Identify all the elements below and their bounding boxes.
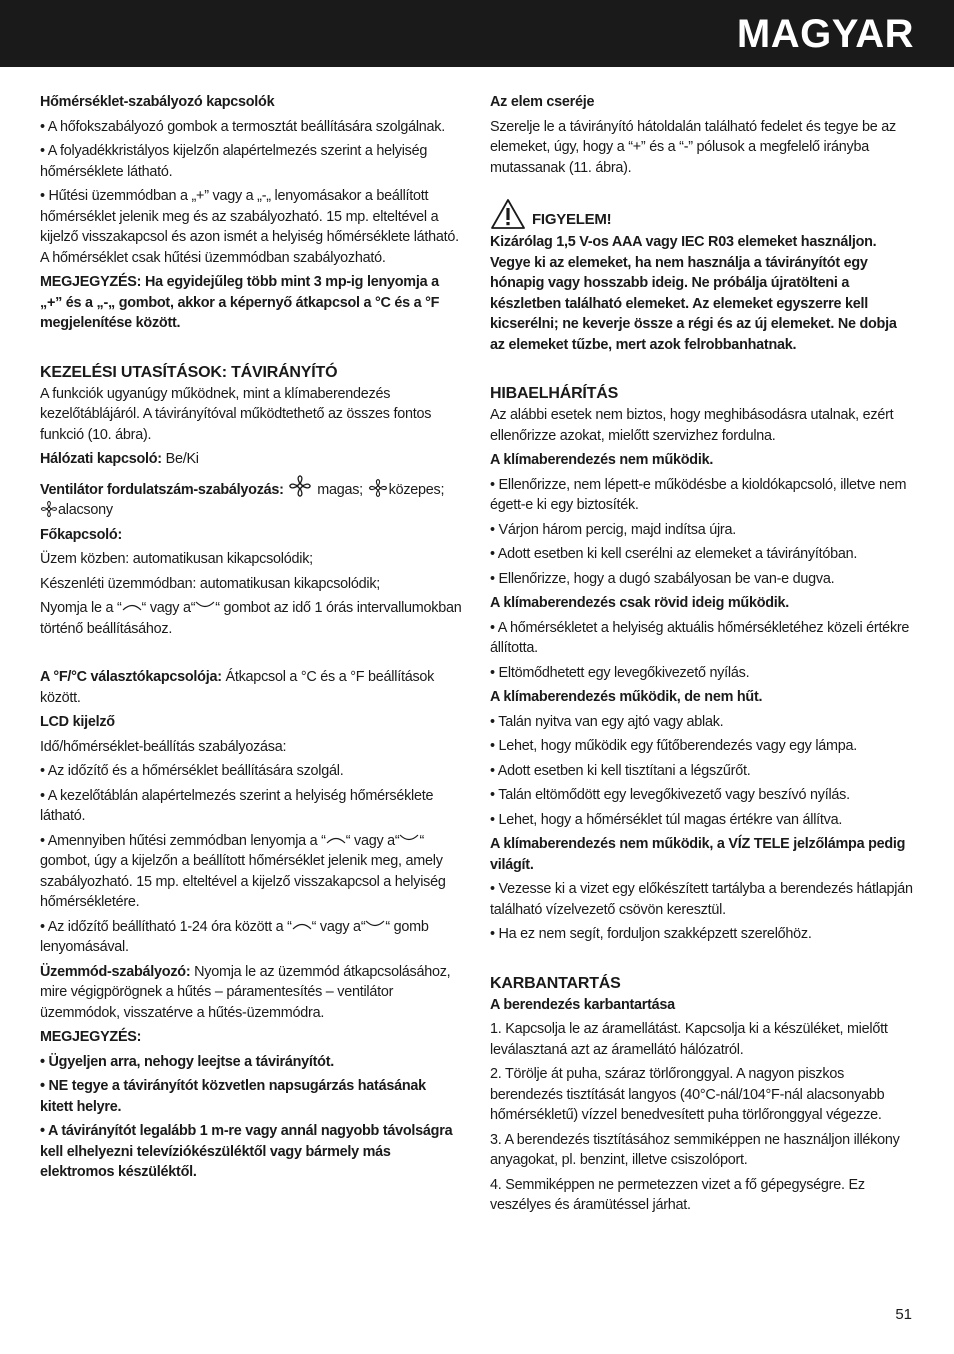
lcd-bullet-3: [40, 831, 462, 913]
fc-selector-line: [40, 667, 462, 708]
fan-low-icon: [40, 500, 58, 518]
lcd-b4-text-b: “ vagy a“: [311, 918, 366, 935]
lcd-bullet-1: • Az időzítő és a hőmérséklet beállítására szolgál.: [40, 763, 344, 779]
temp-note: MEGJEGYZÉS: Ha egyidejűleg több mint 3 mp-ig lenyomja a „+” és a „-„ gombot, akkor a képernyő átkapcsol a °C és a °F megjelenítése között.: [40, 274, 440, 331]
lcd-heading: LCD kijelző: [40, 714, 115, 730]
fc-selector-value: Átkapcsol a °C és a °F beállítások között.: [40, 669, 435, 706]
lcd-bullet-4: [40, 917, 462, 958]
fan-low-text: alacsony: [58, 502, 113, 518]
note-heading: MEGJEGYZÉS:: [40, 1029, 142, 1045]
down-arrow-icon: [399, 834, 419, 844]
language-title: MAGYAR: [736, 12, 914, 56]
temp-bullet-1: • A hőfokszabályozó gombok a termosztát beállítására szolgálnak.: [40, 118, 446, 135]
t2-heading: A klímaberendezés csak rövid ideig működik.: [490, 595, 790, 611]
up-arrow-icon: [326, 834, 346, 844]
t3-heading: A klímaberendezés működik, de nem hűt.: [490, 689, 763, 705]
maintenance-step-1: 1. Kapcsolja le az áramellátást. Kapcsolja ki a készüléket, mielőtt leválasztaná azt az áramellátó hálózatról.: [490, 1021, 888, 1058]
warning-triangle-icon: [490, 198, 526, 230]
lcd-b3-text-c: “ gombot, úgy a kijelzőn a beállított hőmérséklet jelenik meg, amely szabályozható. 15 mp. elteltével a kijelző visszakapcsol a helyiség hőmérsékletére.: [40, 832, 446, 910]
up-arrow-icon: [122, 601, 142, 611]
note-2: • NE tegye a távirányítót közvetlen napsugárzás hatásának kitett helyre.: [40, 1078, 426, 1115]
t3-bullet-3: • Adott esetben ki kell tisztítani a légszűrőt.: [490, 762, 751, 779]
maintenance-step-3: 3. A berendezés tisztításához semmiképpen ne használjon illékony anyagokat, pl. benzint, illetve csiszolóport.: [490, 1131, 900, 1168]
t1-bullet-4: • Ellenőrizze, hogy a dugó szabályosan be van-e dugva.: [490, 570, 835, 587]
battery-heading: Az elem cseréje: [490, 94, 595, 110]
warning-row: [490, 198, 914, 230]
main-switch-running: Üzem közben: automatikusan kikapcsolódik;: [40, 551, 313, 567]
maintenance-heading: KARBANTARTÁS: [490, 974, 621, 992]
troubleshooting-heading: HIBAELHÁRÍTÁS: [490, 385, 619, 402]
maintenance-step-4: 4. Semmiképpen ne permetezzen vizet a fő gépegységre. Ez veszélyes és áramütéssel járhat.: [490, 1176, 865, 1213]
lcd-bullet-2: • A kezelőtáblán alapértelmezés szerint a helyiség hőmérséklete látható.: [40, 787, 434, 824]
t1-bullet-1: • Ellenőrizze, nem lépett-e működésbe a kioldókapcsoló, illetve nem égett-e ki egy biztosíték.: [490, 476, 907, 513]
main-switch-label: Főkapcsoló:: [40, 526, 123, 543]
timer-text-a: Nyomja le a “: [40, 600, 122, 616]
maintenance-subheading: A berendezés karbantartása: [490, 996, 675, 1013]
fc-selector-label: A °F/°C választókapcsolója:: [40, 669, 222, 685]
timer-instruction: [40, 598, 462, 639]
timer-text-c: “ gombot az idő 1 órás intervallumokban történő beállításához.: [40, 600, 462, 637]
mode-selector-value: Nyomja le az üzemmód átkapcsolásához, mire végigpörögnek a hűtés – páramentesítés – ventilátor üzemmódok, visszatérve a hűtés-üzemmódra.: [40, 963, 451, 1021]
main-switch-standby: Készenléti üzemmódban: automatikusan kikapcsolódik;: [40, 575, 381, 592]
temp-switches-heading: Hőmérséklet-szabályozó kapcsolók: [40, 94, 275, 110]
fan-high-text: magas;: [317, 481, 363, 498]
note-3: • A távirányítót legalább 1 m-re vagy annál nagyobb távolságra kell elhelyezni televíziókészüléktől vagy bármely más elektromos készüléktől.: [40, 1123, 453, 1180]
t4-bullet-1: • Vezesse ki a vizet egy előkészített tartályba a berendezés hátlapján található vízelvezető csövön keresztül.: [490, 881, 913, 918]
power-switch-value: Be/Ki: [161, 451, 199, 467]
t4-heading: A klímaberendezés nem működik, a VÍZ TELE jelzőlámpa pedig világít.: [490, 836, 906, 873]
battery-text: Szerelje le a távirányító hátoldalán található fedelet és tegye be az elemeket, úgy, hogy a “+” és a “-” pólusok a megfelelő irányba mutassanak (11. ábra).: [490, 118, 896, 176]
down-arrow-icon: [365, 920, 385, 930]
lcd-b3-text-a: • Amennyiben hűtési zemmódban lenyomja a “: [40, 832, 326, 849]
lcd-b4-text-a: • Az időzítő beállítható 1-24 óra között a “: [40, 918, 292, 935]
fan-medium-icon: [367, 478, 389, 498]
temp-bullet-2: • A folyadékkristályos kijelzőn alapértelmezés szerint a helyiség hőmérséklete látható.: [40, 143, 428, 180]
t3-bullet-4: • Talán eltömődött egy levegőkivezető vagy beszívó nyílás.: [490, 787, 850, 803]
mode-selector-label: Üzemmód-szabályozó:: [40, 963, 191, 980]
fan-speed-line: [40, 474, 462, 521]
lcd-b4-text-c: “ gomb lenyomásával.: [40, 918, 429, 955]
lcd-b3-text-b: “ vagy a“: [345, 832, 400, 849]
temp-bullet-3: • Hűtési üzemmódban a „+” vagy a „-„ lenyomásakor a beállított hőmérséklet jelenik meg és az szabályozható. 15 mp. elteltével a kijelző visszakapcsol és azon ismét a helyiség hőmérséklete látható. A hőmérséklet csak hűtési üzemmódban szabályozható.: [40, 188, 459, 266]
remote-intro: A funkciók ugyanúgy működnek, mint a klímaberendezés kezelőtáblájáról. A távirányítóval működtethető az összes fontos funkció (10. ábra).: [40, 385, 432, 443]
power-switch-line: [40, 449, 462, 470]
troubleshooting-intro: Az alábbi esetek nem biztos, hogy meghibásodásra utalnak, ezért ellenőrizze azokat, mielőtt szervizhez fordulna.: [490, 407, 894, 444]
t2-bullet-2: • Eltömődhetett egy levegőkivezető nyílás.: [490, 664, 750, 681]
fan-high-icon: [287, 474, 313, 498]
t4-bullet-2: • Ha ez nem segít, forduljon szakképzett szerelőhöz.: [490, 926, 812, 942]
up-arrow-icon: [292, 920, 312, 930]
lcd-subheading: Idő/hőmérséklet-beállítás szabályozása:: [40, 738, 287, 755]
t3-bullet-2: • Lehet, hogy működik egy fűtőberendezés vagy egy lámpa.: [490, 738, 858, 754]
fan-medium-text: közepes;: [388, 481, 445, 498]
remote-control-heading: KEZELÉSI UTASÍTÁSOK: TÁVIRÁNYÍTÓ: [40, 363, 338, 381]
t3-bullet-1: • Talán nyitva van egy ajtó vagy ablak.: [490, 713, 724, 730]
t2-bullet-1: • A hőmérsékletet a helyiség aktuális hőmérsékletéhez közeli értékre állította.: [490, 619, 910, 656]
page-header: [0, 0, 954, 67]
power-switch-label: Hálózati kapcsoló:: [40, 451, 162, 467]
right-column: [490, 92, 914, 1220]
maintenance-step-2: 2. Törölje át puha, száraz törlőronggyal. A nagyon piszkos berendezés tisztítását langyos (40°C-nál/104°F-nál alacsonyabb hőmérsékletű) vízzel benedvesített puha törlőronggyal végezze.: [490, 1066, 885, 1123]
timer-text-b: “ vagy a“: [141, 600, 196, 616]
note-1: • Ügyeljen arra, nehogy leejtse a távirányítót.: [40, 1053, 335, 1070]
fan-speed-label: Ventilátor fordulatszám-szabályozás:: [40, 481, 284, 498]
left-column: [40, 92, 462, 1187]
t1-bullet-3: • Adott esetben ki kell cserélni az elemeket a távirányítóban.: [490, 546, 858, 562]
t1-heading: A klímaberendezés nem működik.: [490, 452, 714, 468]
warning-label: FIGYELEM!: [532, 210, 612, 228]
t1-bullet-2: • Várjon három percig, majd indítsa újra.: [490, 521, 736, 538]
page-number: 51: [895, 1306, 912, 1323]
t3-bullet-5: • Lehet, hogy a hőmérséklet túl magas értékre van állítva.: [490, 811, 843, 828]
down-arrow-icon: [195, 601, 215, 611]
warning-text: Kizárólag 1,5 V-os AAA vagy IEC R03 elemeket használjon. Vegye ki az elemeket, ha nem használja a távirányítót egy hónapig vagy hosszabb ideig. Ne próbálja újratölteni a készletben található elemeket. Az elemeket egyszerre kell kicserélni; ne keverje össze a régi és az új elemeket. Ne dobja az elemeket tűzbe, mert azok felrobbanhatnak.: [490, 234, 897, 353]
mode-selector-line: [40, 962, 462, 1024]
